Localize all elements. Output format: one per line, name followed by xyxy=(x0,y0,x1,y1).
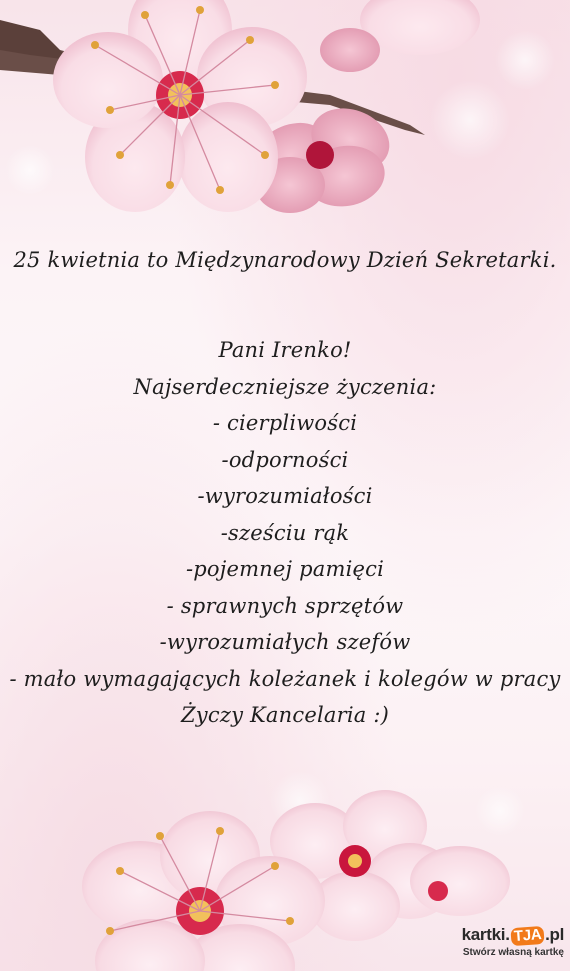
logo-badge: TJA xyxy=(510,926,545,946)
wish-item: -odporności xyxy=(221,447,349,472)
logo-tagline: Stwórz własną kartkę xyxy=(462,947,564,958)
wish-item: - sprawnych sprzętów xyxy=(166,593,404,618)
headline: 25 kwietnia to Międzynarodowy Dzień Sekretarki. xyxy=(13,248,557,272)
wishes-text xyxy=(0,332,570,734)
wish-item: - cierpliwości xyxy=(212,411,358,435)
top-blossom-decoration xyxy=(0,0,570,230)
logo-name-suffix: .pl xyxy=(545,925,564,944)
wish-item: -pojemnej pamięci xyxy=(185,557,385,581)
logo-name-prefix: kartki. xyxy=(461,925,510,944)
wish-item: - mało wymagających koleżanek i kolegów w pracy xyxy=(9,666,561,691)
intro-line: Najserdeczniejsze życzenia: xyxy=(133,374,437,399)
wish-item: -wyrozumiałości xyxy=(197,484,373,508)
greeting-line: Pani Irenko! xyxy=(218,338,352,362)
wish-item: -sześciu rąk xyxy=(220,520,350,545)
logo-wordmark xyxy=(462,925,564,945)
wish-item: -wyrozumiałych szefów xyxy=(159,630,411,654)
signature-line: Życzy Kancelaria :) xyxy=(181,703,389,727)
kartki-logo[interactable] xyxy=(452,925,564,963)
